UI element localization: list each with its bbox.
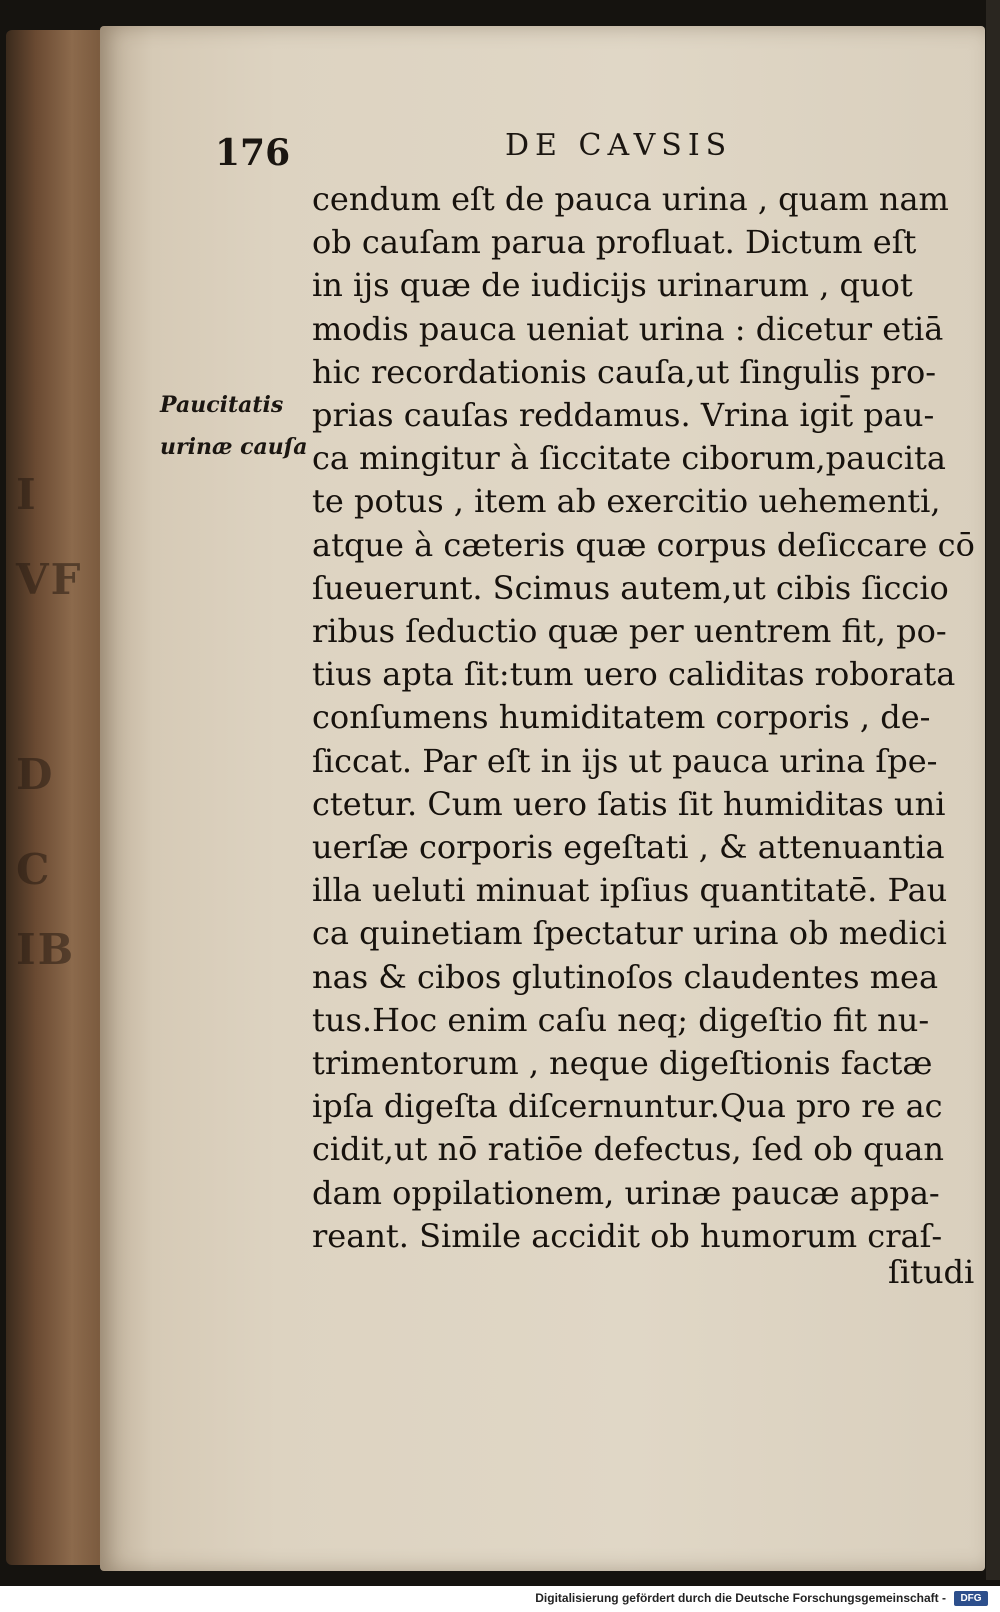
text-line: tus.Hoc enim caſu neq; digeſtio fit nu- [312, 1000, 930, 1039]
text-line: in ijs quæ de iudicijs urinarum , quot [312, 266, 913, 305]
dfg-logo-icon: DFG [954, 1591, 988, 1606]
text-line: ctetur. Cum uero ſatis ſit humiditas uni [312, 784, 946, 823]
text-line: ca quinetiam ſpectatur urina ob medici [312, 914, 947, 953]
bleed-through-mark: VF [16, 555, 83, 604]
bleed-through-mark: I [16, 470, 38, 519]
text-line: prias cauſas reddamus. Vrina igit̄ pau- [312, 396, 935, 435]
text-line: tius apta ſit:tum uero caliditas roborata [312, 655, 956, 694]
text-line: trimentorum , neque digeſtionis factæ [312, 1044, 933, 1083]
text-line: ca mingitur à ſiccitate ciborum,paucita [312, 439, 946, 478]
text-line: dam oppilationem, urinæ paucæ appa- [312, 1173, 940, 1212]
text-line: te potus , item ab exercitio uehementi, [312, 482, 941, 521]
text-line: cidit,ut nō ratiōe defectus, ſed ob quan [312, 1130, 944, 1169]
text-line: conſumens humiditatem corporis , de- [312, 698, 931, 737]
text-line: hic recordationis cauſa,ut ſingulis pro- [312, 352, 937, 391]
marginal-note-line: Paucitatis [160, 392, 284, 418]
text-line: uerſæ corporis egeſtati , & attenuantia [312, 828, 945, 867]
text-line: ob cauſam parua profluat. Dictum eſt [312, 223, 917, 262]
text-line: ſueuerunt. Scimus autem,ut cibis ſiccio [312, 568, 949, 607]
bleed-through-mark: D [16, 750, 55, 799]
text-line: nas & cibos glutinoſos claudentes mea [312, 957, 939, 996]
page-number: 176 [215, 132, 291, 174]
scan-edge [986, 0, 1000, 1580]
text-line: reant. Simile accidit ob humorum craſ- [312, 1216, 943, 1255]
text-line: ipſa digeſta diſcernuntur.Qua pro re ac [312, 1087, 943, 1126]
text-line: ribus ſeductio quæ per uentrem fit, po- [312, 612, 947, 651]
digitization-footer [0, 1586, 1000, 1612]
text-line: ſiccat. Par eſt in ijs ut pauca urina ſpe- [312, 741, 938, 780]
text-line: illa ueluti minuat ipſius quantitatē. Pau [312, 871, 948, 910]
text-line: modis pauca ueniat urina : dicetur etiā [312, 309, 944, 348]
bleed-through-mark: IB [16, 925, 76, 974]
main-text-block [312, 178, 975, 1258]
marginal-note-line: urinæ cauſa [160, 434, 308, 460]
text-line: cendum eſt de pauca urina , quam nam [312, 180, 949, 218]
funding-notice: Digitalisierung gefördert durch die Deutsche Forschungsgemeinschaft - [535, 1591, 946, 1605]
running-head: DE CAVSIS [505, 128, 733, 163]
catchword: ſitudi [888, 1253, 975, 1291]
bleed-through-mark: C [16, 845, 52, 894]
text-line: atque à cæteris quæ corpus deſiccare cō [312, 525, 975, 564]
